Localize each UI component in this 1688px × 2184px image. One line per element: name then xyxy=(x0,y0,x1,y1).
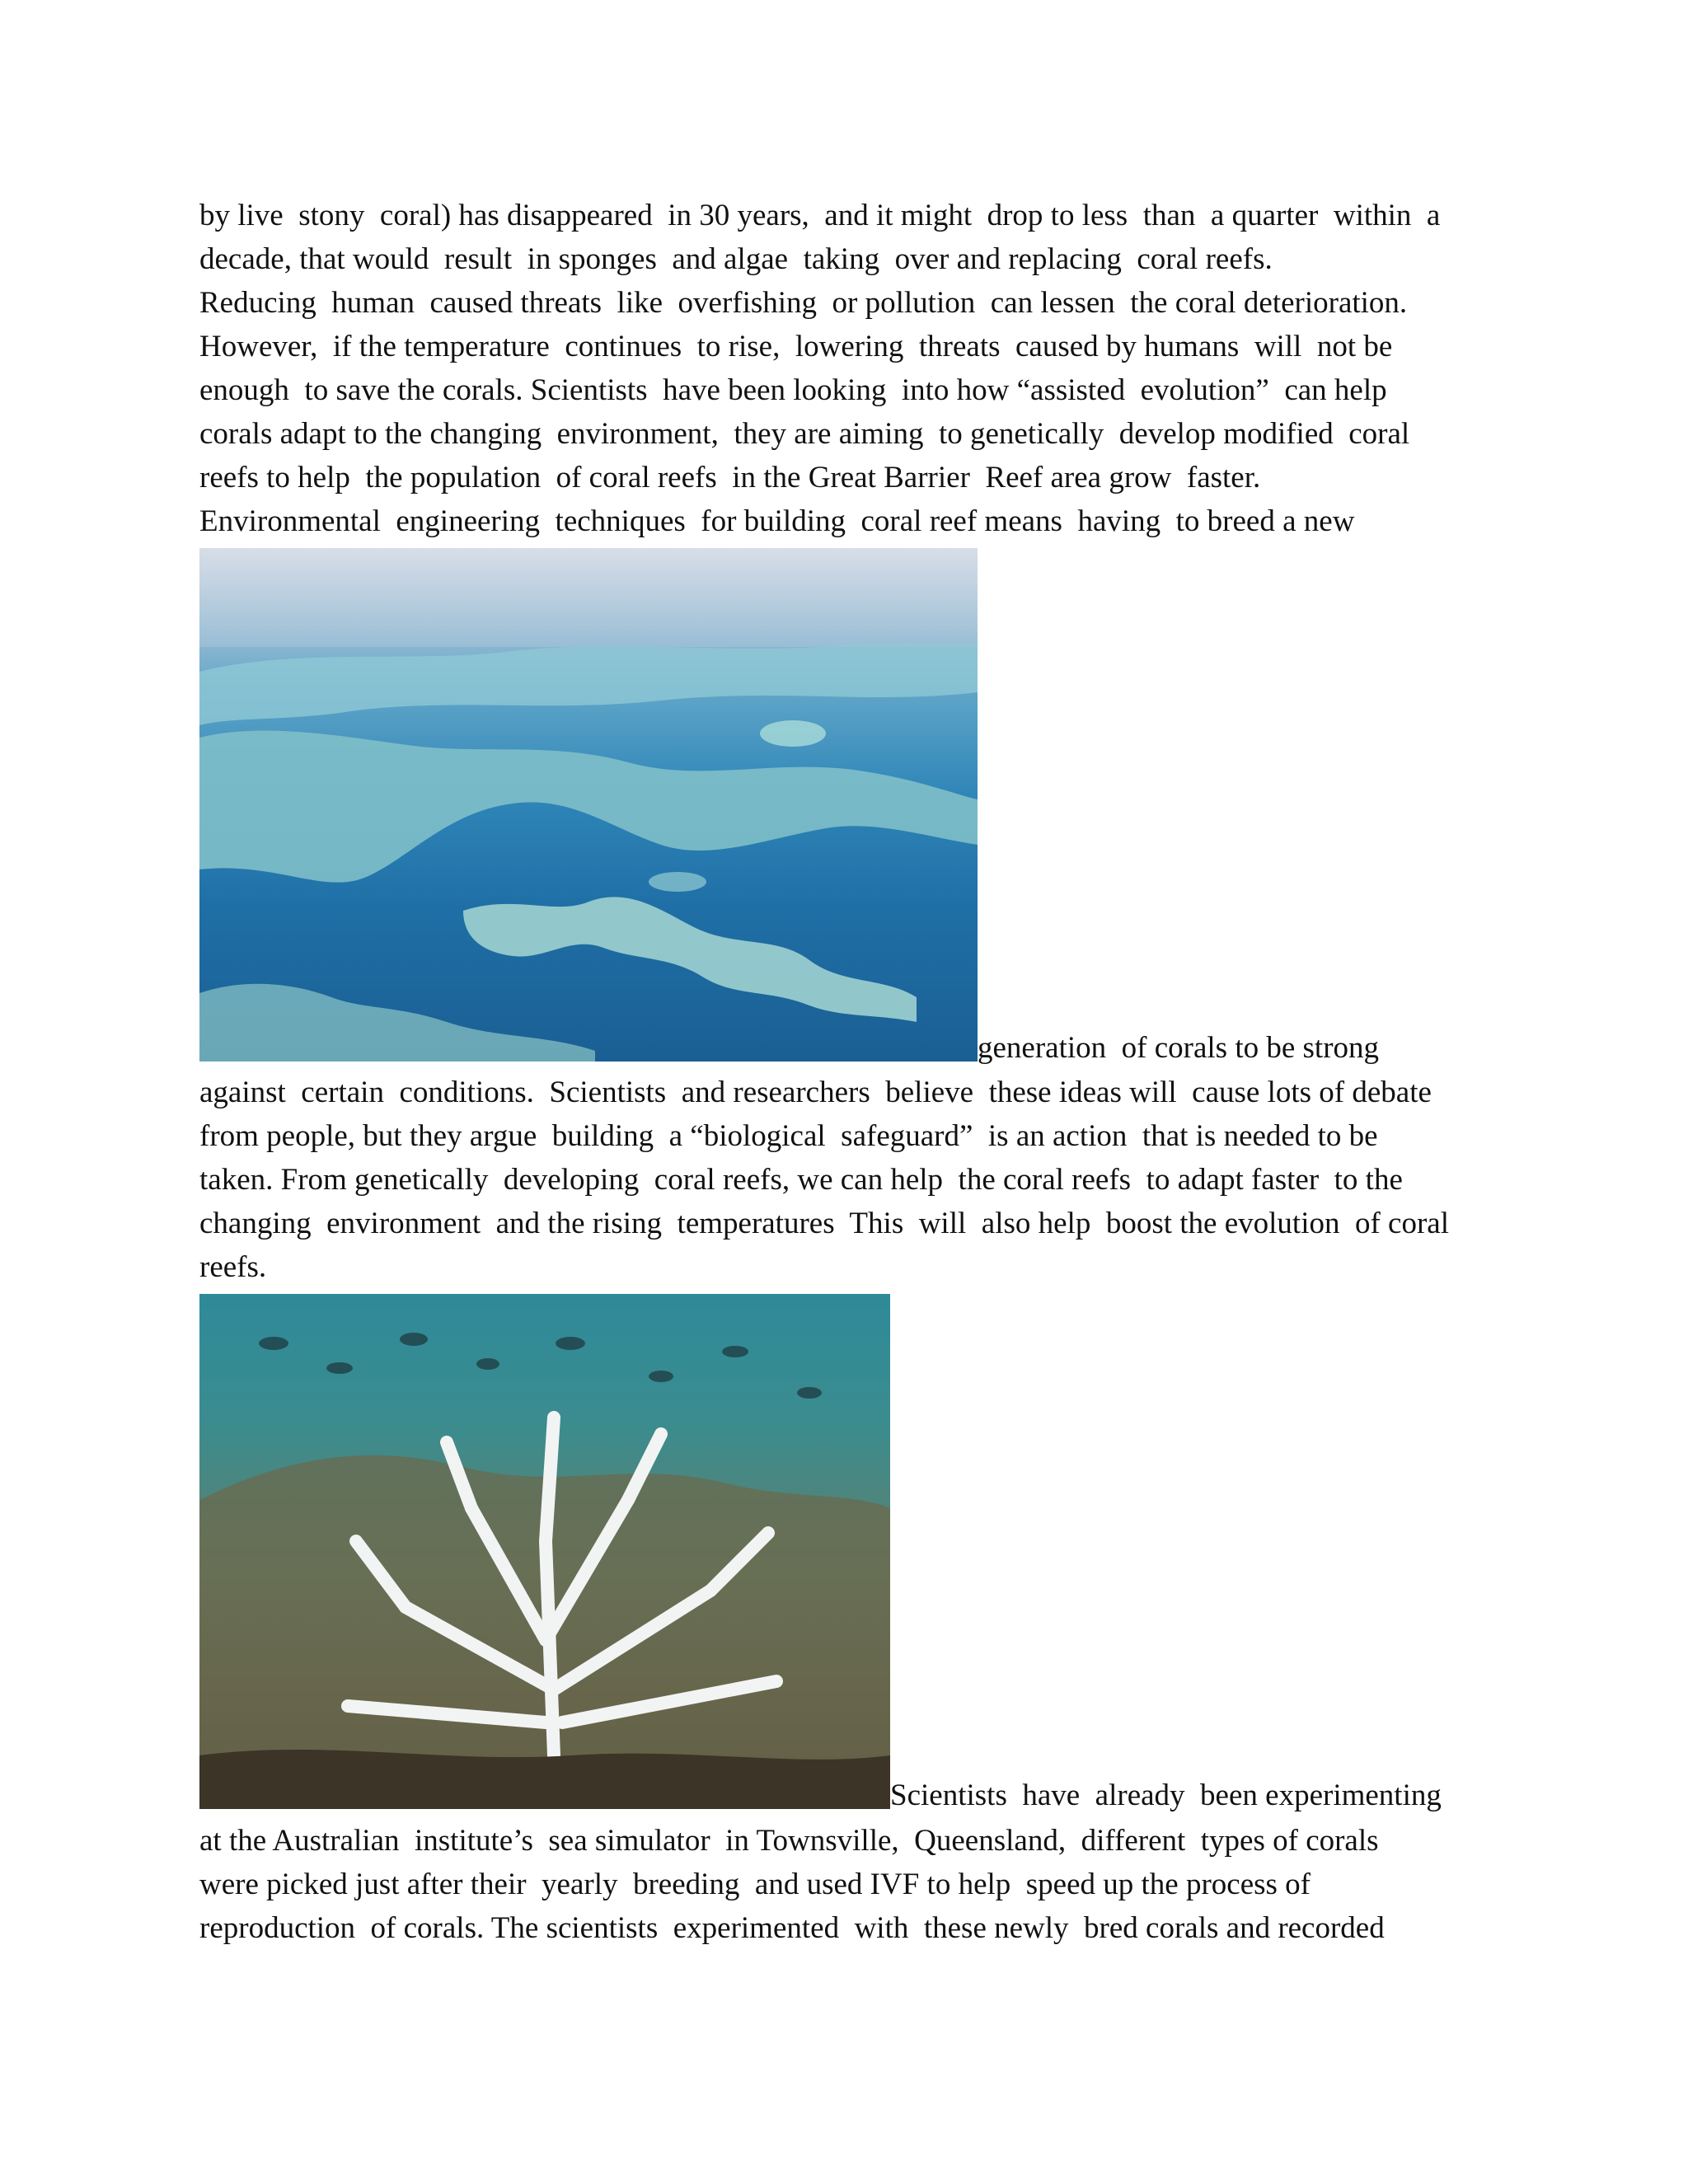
text-line: reefs to help the population of coral reefs in the Great Barrier Reef area grow faster. xyxy=(199,461,1261,494)
text-line: taken. From genetically developing coral reefs, we can help the coral reefs to adapt faster to the xyxy=(199,1163,1403,1197)
text-line: at the Australian institute’s sea simulator in Townsville, Queensland, different types of corals xyxy=(199,1824,1379,1858)
text-line: reefs. xyxy=(199,1250,267,1284)
image-caption-line-2: Scientists have already been experimenting xyxy=(890,1779,1442,1812)
bleached-coral-image xyxy=(199,1294,890,1809)
text-line: Reducing human caused threats like overfishing or pollution can lessen the coral deterioration. xyxy=(199,286,1408,320)
text-line: against certain conditions. Scientists and researchers believe these ideas will cause lots of debate xyxy=(199,1076,1432,1109)
text-line: corals adapt to the changing environment, they are aiming to genetically develop modified coral xyxy=(199,417,1410,451)
text-line: reproduction of corals. The scientists experimented with these newly bred corals and recorded xyxy=(199,1911,1385,1945)
text-line: changing environment and the rising temperatures This will also help boost the evolution of coral xyxy=(199,1207,1449,1240)
text-line: were picked just after their yearly breeding and used IVF to help speed up the process of xyxy=(199,1868,1311,1901)
text-line: by live stony coral) has disappeared in 30 years, and it might drop to less than a quarter within a xyxy=(199,199,1441,232)
text-line: from people, but they argue building a “biological safeguard” is an action that is needed to be xyxy=(199,1119,1378,1153)
text-line: decade, that would result in sponges and algae taking over and replacing coral reefs. xyxy=(199,242,1273,276)
image-caption-line-1: generation of corals to be strong xyxy=(978,1031,1380,1065)
text-line: However, if the temperature continues to rise, lowering threats caused by humans will not be xyxy=(199,330,1393,363)
text-line: enough to save the corals. Scientists have been looking into how “assisted evolution” can help xyxy=(199,373,1387,407)
great-barrier-reef-aerial-image xyxy=(199,548,978,1062)
text-line: Environmental engineering techniques for building coral reef means having to breed a new xyxy=(199,504,1355,538)
